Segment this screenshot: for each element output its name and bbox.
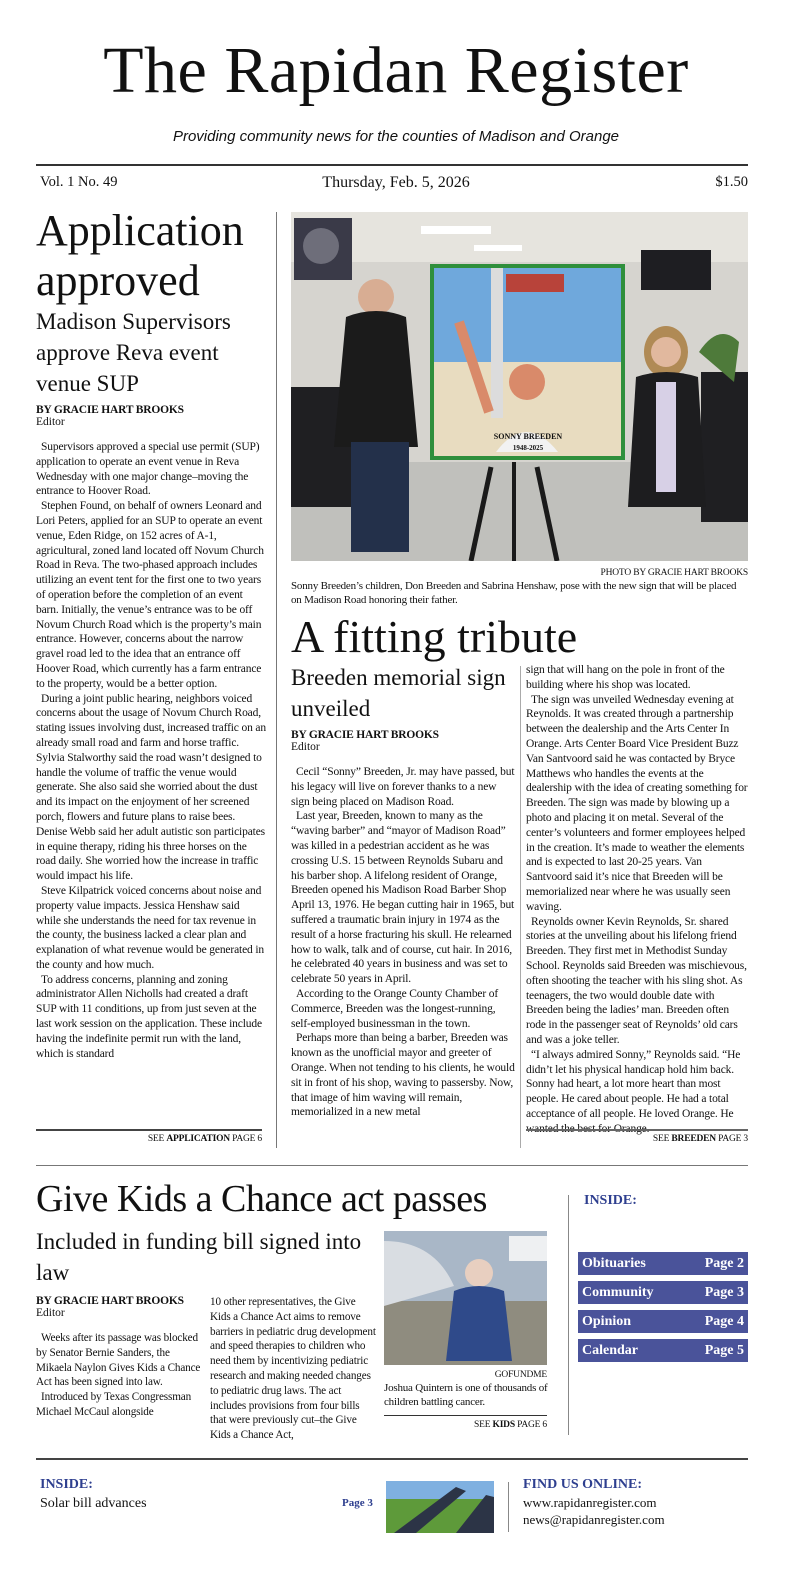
- photo-illustration: [386, 1481, 494, 1533]
- story-byline-role: Editor: [36, 1307, 65, 1319]
- paragraph: Reynolds owner Kevin Reynolds, Sr. shared stories at the unveiling about his lifelong friend Breeden. They first met in Methodist Sunday School. Reynolds said Breeden was mischievous, often shooting the teacher with his sling shot. As teenagers, the two would double date with Breeden being the ladies’ man. Breeden often rode in the passenger seat of Reynolds’ old cars and was a joke teller.: [526, 915, 747, 1046]
- jump-divider: [526, 1129, 748, 1131]
- story-body: [36, 440, 266, 1061]
- inside-section: Calendar: [582, 1342, 638, 1358]
- paragraph: Perhaps more than being a barber, Breeden was known as the unofficial mayor and greeter of Orange. When not tending to his clients, he would sit in front of his shop, waving to passersby. Now, that image of him waving will remain, memorialized in a new metal: [291, 1032, 515, 1119]
- photo-illustration: [291, 212, 748, 561]
- inside-item-community[interactable]: [578, 1281, 748, 1304]
- story-headline[interactable]: Give Kids a Chance act passes: [36, 1178, 487, 1220]
- masthead-title: The Rapidan Register: [103, 34, 689, 107]
- story-subhead: Madison Supervisors approve Reva event venue SUP: [36, 309, 231, 396]
- inside-item-calendar[interactable]: [578, 1339, 748, 1362]
- jump-divider: [36, 1129, 262, 1131]
- paragraph: Stephen Found, on behalf of owners Leonard and Lori Peters, applied for an SUP to operate an event venue, Eden Ridge, on 152 acres of A-1, agricultural, zoned land located off Novum Church Road in Reva. The two-phased approach includes utilizing an event tent for the first one to two years of operation before the completion of an event barn. Initially, the venue’s entrance was to be off Novum Church Road which is the property’s main entrance. However, concerns about the narrow gravel road led to the idea that an entrance off Hoover Road, which currently has a farm entrance to the property, would be a better option.: [36, 500, 264, 690]
- photo-caption: Joshua Quintern is one of thousands of children battling cancer.: [384, 1382, 548, 1408]
- inside-section: Opinion: [582, 1313, 632, 1329]
- jump-link-kids[interactable]: [384, 1420, 547, 1430]
- paragraph: According to the Orange County Chamber of Commerce, Breeden was the longest-running, self-employed businessman in the town.: [291, 987, 499, 1030]
- paragraph: Introduced by Texas Congressman Michael McCaul alongside: [36, 1391, 192, 1418]
- jump-page: PAGE 3: [718, 1134, 748, 1144]
- jump-link-breeden[interactable]: [526, 1134, 748, 1144]
- sign-years: 1948-2025: [512, 444, 544, 452]
- story-subhead: Included in funding bill signed into law: [36, 1229, 362, 1285]
- website-link[interactable]: www.rapidanregister.com: [523, 1495, 657, 1510]
- jump-prefix: SEE: [474, 1420, 491, 1430]
- inside-page: Page 5: [704, 1342, 744, 1358]
- story-byline-role: Editor: [36, 416, 65, 428]
- inside-page: Page 4: [704, 1313, 744, 1329]
- email-link[interactable]: news@rapidanregister.com: [523, 1512, 665, 1527]
- inside-section: Community: [582, 1284, 654, 1300]
- story-subhead: Breeden memorial sign unveiled: [291, 665, 506, 721]
- story-byline: BY GRACIE HART BROOKS: [291, 729, 439, 741]
- inside-page: Page 3: [704, 1284, 744, 1300]
- find-us-online-label: FIND US ONLINE:: [523, 1477, 643, 1492]
- masthead-divider: [36, 164, 748, 166]
- story-body: [36, 1331, 201, 1420]
- jump-page: PAGE 6: [232, 1134, 262, 1144]
- story-tribute-col1: [291, 662, 515, 1120]
- column-divider: [568, 1195, 569, 1435]
- paragraph: “I always admired Sonny,” Reynolds said. “He didn’t let his physical handicap hold him back. Sonny had heart, a lot more heart than most people. He cared about people. He had a total acceptance of all people. He loved Orange. He: [526, 1048, 741, 1120]
- jump-prefix: SEE: [652, 1134, 670, 1144]
- column-divider: [276, 212, 277, 1148]
- issue-date: Thursday, Feb. 5, 2026: [322, 174, 470, 191]
- section-divider: [36, 1165, 748, 1166]
- paragraph: During a joint public hearing, neighbors voiced concerns about the usage of Novum Church Road, stating issues involving dust, increased traffic on an already small road and farm and horse traffic. Sylvia Stalworthy said the road wasn’t designed to handle the volume of traffic the venue would generate. She also said she worried about the dust and its impact on the enjoyment of her screened porch, flowers and future plans to raise bees. Denise Webb said her adult autistic son participates in equine therapy, riding his three horses on the road daily. She worried how the increase in traffic would impact his life.: [36, 692, 266, 883]
- paragraph: Last year, Breeden, known to many as the “waving barber” and “mayor of Madison Road” was killed in a pedestrian accident as he was crossing U.S. 15 between Reynolds Subaru and his barber shop. A lifelong resident of Orange, Breeden opened his Madison Road Barber Shop April 13, 1976. He began cutting hair in 1965, but suffered a traumatic brain injury in 1974 as the result of a horse fracturing his skull. He relearned how to walk, talk and of course, cut hair. In 2016, he celebrated 40 years in business and was set to celebrate 50 years in April.: [291, 810, 515, 986]
- inside-section: Obituaries: [582, 1255, 646, 1271]
- footer-divider: [36, 1458, 748, 1460]
- jump-prefix: SEE: [147, 1134, 165, 1144]
- footer-inside-label: INSIDE:: [40, 1477, 93, 1492]
- child-patient-photo: [384, 1231, 547, 1365]
- story-tribute-col2: [526, 663, 750, 1137]
- sign-name: SONNY BREEDEN: [493, 432, 563, 441]
- inside-page: Page 2: [704, 1255, 744, 1271]
- paragraph: sign that will hang on the pole in front of the building where his shop was located.: [526, 664, 725, 691]
- masthead-tagline: Providing community news for the counties of Madison and Orange: [172, 128, 620, 145]
- photo-credit: GOFUNDME: [494, 1370, 547, 1380]
- photo-credit: PHOTO BY GRACIE HART BROOKS: [600, 568, 748, 578]
- column-divider: [520, 666, 521, 1148]
- paragraph: Cecil “Sonny” Breeden, Jr. may have passed, but his legacy will live on forever thanks to a new sign being placed on Madison Road.: [291, 766, 515, 808]
- story-byline-role: Editor: [291, 741, 320, 753]
- story-body: [291, 765, 515, 1120]
- jump-link-application[interactable]: [36, 1134, 262, 1144]
- story-kids-col1: [36, 1295, 201, 1420]
- paragraph: Supervisors approved a special use permit (SUP) application to operate an event venue in Reva Wednesday with one major change–moving the entrance to Hoover Road.: [36, 441, 260, 498]
- paragraph: Steve Kilpatrick voiced concerns about noise and property value impacts. Jessica Henshaw said while she understands the need for tax revenue in the county, the business lacked a clear plan and explanation of what revenue would be generated in the county and how much.: [36, 884, 264, 971]
- story-byline: BY GRACIE HART BROOKS: [36, 404, 184, 416]
- story-kids-col2: [210, 1295, 376, 1443]
- photo-caption: Sonny Breeden’s children, Don Breeden and Sabrina Henshaw, pose with the new sign that will be placed on Madison Road honoring their father.: [291, 580, 737, 606]
- inside-item-opinion[interactable]: [578, 1310, 748, 1333]
- inside-item-obituaries[interactable]: [578, 1252, 748, 1275]
- jump-keyword: APPLICATION: [166, 1134, 230, 1144]
- photo-illustration: [384, 1231, 547, 1365]
- jump-keyword: KIDS: [492, 1420, 515, 1430]
- paragraph: To address concerns, planning and zoning administrator Allen Nicholls had created a draft SUP with 11 conditions, up from just seven at the last work session on the application. These include having the indefinite permit run with the land, which is standard: [36, 973, 262, 1060]
- paragraph: 10 other representatives, the Give Kids a Chance Act aims to remove barriers in pediatric drug development and speed therapies to children who need them by incentivizing pediatric research and making needed changes to pediatric drug laws. The act includes provisions from four bills that were previously cut–the Give Kids a Chance Act,: [210, 1296, 376, 1442]
- issue-price: $1.50: [715, 174, 748, 190]
- jump-keyword: BREEDEN: [671, 1134, 716, 1144]
- jump-page: PAGE 6: [517, 1420, 547, 1430]
- story-application: [36, 206, 266, 1061]
- inside-box-label: INSIDE:: [584, 1193, 637, 1208]
- footer-column-divider: [508, 1482, 509, 1532]
- story-headline[interactable]: Application approved: [36, 206, 244, 305]
- story-headline[interactable]: A fitting tribute: [291, 611, 578, 662]
- story-byline: BY GRACIE HART BROOKS: [36, 1295, 184, 1307]
- footer-teaser-page: Page 3: [342, 1497, 373, 1509]
- paragraph: The sign was unveiled Wednesday evening at Reynolds. It was created through a partnership between the dealership and the Arts Center In Orange. Arts Center Board Vice President Buzz Van Santvoord said he was contacted by Bryce Matthews who handles the events at the dealership with the idea of creating something for Breeden. The sign was made by blowing up a photo and placing it on metal. Several of the center’s volunteers and former employees helped in the creation. It’s made to weather the elements and is expected to last 20-25 years. Van Santvoord said it’s nice that Breeden will be memorialized near where he was usually seen waving.: [526, 693, 748, 913]
- solar-panel-thumbnail: [386, 1481, 494, 1533]
- jump-divider: [384, 1415, 547, 1416]
- footer-teaser[interactable]: Solar bill advances: [40, 1496, 147, 1511]
- volume-number: Vol. 1 No. 49: [40, 174, 118, 190]
- paragraph: Weeks after its passage was blocked by Senator Bernie Sanders, the Mikaela Naylon Gives Kids a Chance Act has been signed into law.: [36, 1332, 201, 1389]
- breeden-sign-photo: [291, 212, 748, 561]
